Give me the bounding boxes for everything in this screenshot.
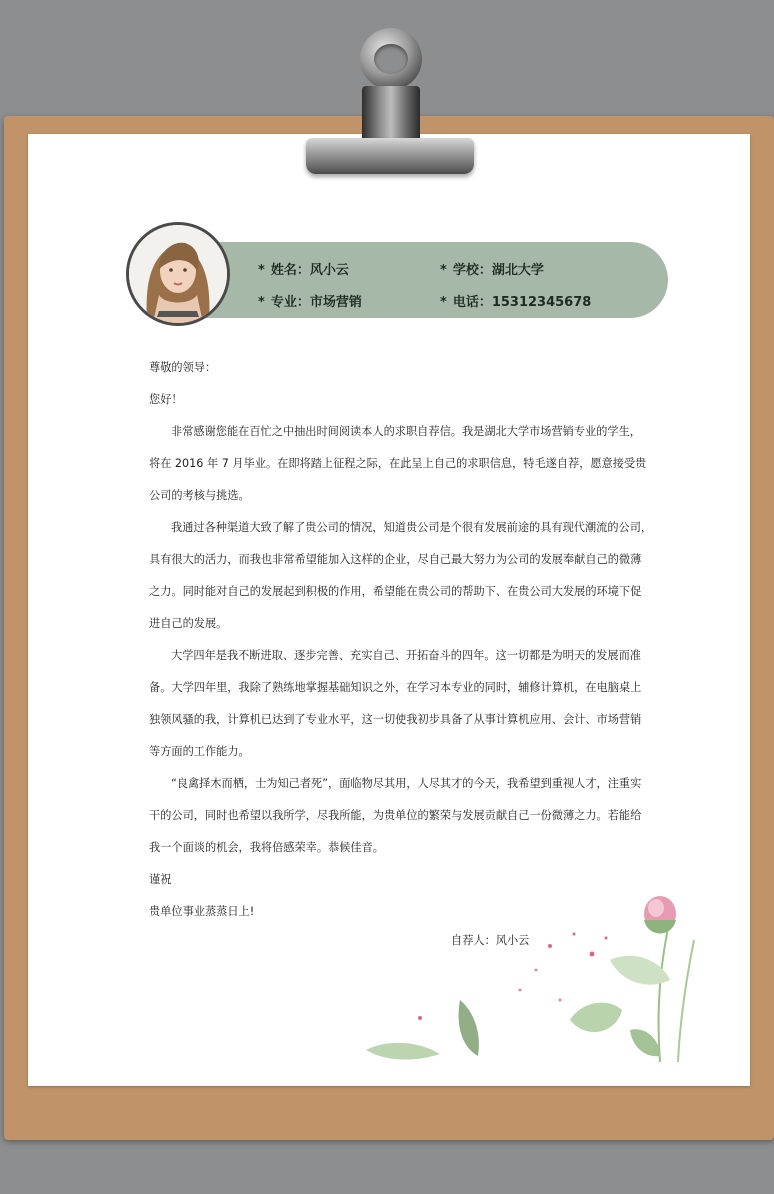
paragraph-line: 之力。同时能对自己的发展起到积极的作用，希望能在贵公司的帮助下、在贵公司大发展的环境下促 bbox=[149, 585, 642, 598]
letter-body bbox=[149, 352, 653, 928]
paragraph-line: 非常感谢您能在百忙之中抽出时间阅读本人的求职自荐信。我是湖北大学市场营销专业的学生， bbox=[171, 425, 641, 438]
bullet-star: * bbox=[258, 263, 265, 278]
paragraph-line: 公司的考核与挑选。 bbox=[149, 489, 250, 502]
bullet-star: * bbox=[440, 295, 447, 310]
paragraph-2 bbox=[149, 512, 653, 640]
portrait-image bbox=[129, 225, 227, 323]
paragraph-line: 具有很大的活力，而我也非常希望能加入这样的企业，尽自己最大努力为公司的发展奉献自己的微薄 bbox=[149, 553, 642, 566]
paragraph-3 bbox=[149, 640, 641, 768]
profile-name: * 姓名：风小云 bbox=[258, 263, 349, 278]
bullet-star: * bbox=[258, 295, 265, 310]
clip-ring-hole bbox=[374, 44, 408, 74]
signature: 自荐人：风小云 bbox=[451, 934, 530, 947]
greeting: 您好！ bbox=[149, 393, 183, 406]
closing-blessing: 贵单位事业蒸蒸日上! bbox=[149, 905, 255, 918]
paragraph-line: 进自己的发展。 bbox=[149, 617, 228, 630]
paragraph-line: 我通过各种渠道大致了解了贵公司的情况，知道贵公司是个很有发展前途的具有现代潮流的公司， bbox=[171, 521, 653, 534]
paragraph-line: 独领风骚的我，计算机已达到了专业水平，这一切使我初步具备了从事计算机应用、会计、市场营销 bbox=[149, 713, 642, 726]
bullet-star: * bbox=[440, 263, 447, 278]
paragraph-1 bbox=[149, 416, 647, 512]
profile-major: * 专业：市场营销 bbox=[258, 295, 362, 310]
paragraph-line: 大学四年是我不断进取、逐步完善、充实自己、开拓奋斗的四年。这一切都是为明天的发展而准 bbox=[171, 649, 641, 662]
paragraph-line: 等方面的工作能力。 bbox=[149, 745, 250, 758]
paragraph-line: 将在 2016 年 7 月毕业。在即将踏上征程之际，在此呈上自己的求职信息，特毛遂自荐，愿意接受贵 bbox=[149, 457, 647, 470]
paragraph-line: “良禽择木而栖，士为知己者死”，面临物尽其用，人尽其才的今天，我希望到重视人才，注重实 bbox=[171, 777, 642, 790]
avatar bbox=[126, 222, 230, 326]
profile-school: * 学校：湖北大学 bbox=[440, 263, 544, 278]
clip-body bbox=[362, 86, 420, 146]
paragraph-4 bbox=[149, 768, 641, 864]
paragraph-line: 我一个面谈的机会，我将倍感荣幸。恭候佳音。 bbox=[149, 841, 384, 854]
clip-base bbox=[306, 138, 474, 174]
paragraph-line: 干的公司，同时也希望以我所学，尽我所能，为贵单位的繁荣与发展贡献自己一份微薄之力。若能给 bbox=[149, 809, 642, 822]
paragraph-line: 备。大学四年里，我除了熟练地掌握基础知识之外，在学习本专业的同时，辅修计算机，在电脑桌上 bbox=[149, 681, 642, 694]
profile-phone: * 电话：15312345678 bbox=[440, 295, 592, 310]
salutation: 尊敬的领导： bbox=[149, 361, 217, 374]
closing-wish: 谨祝 bbox=[149, 873, 172, 886]
